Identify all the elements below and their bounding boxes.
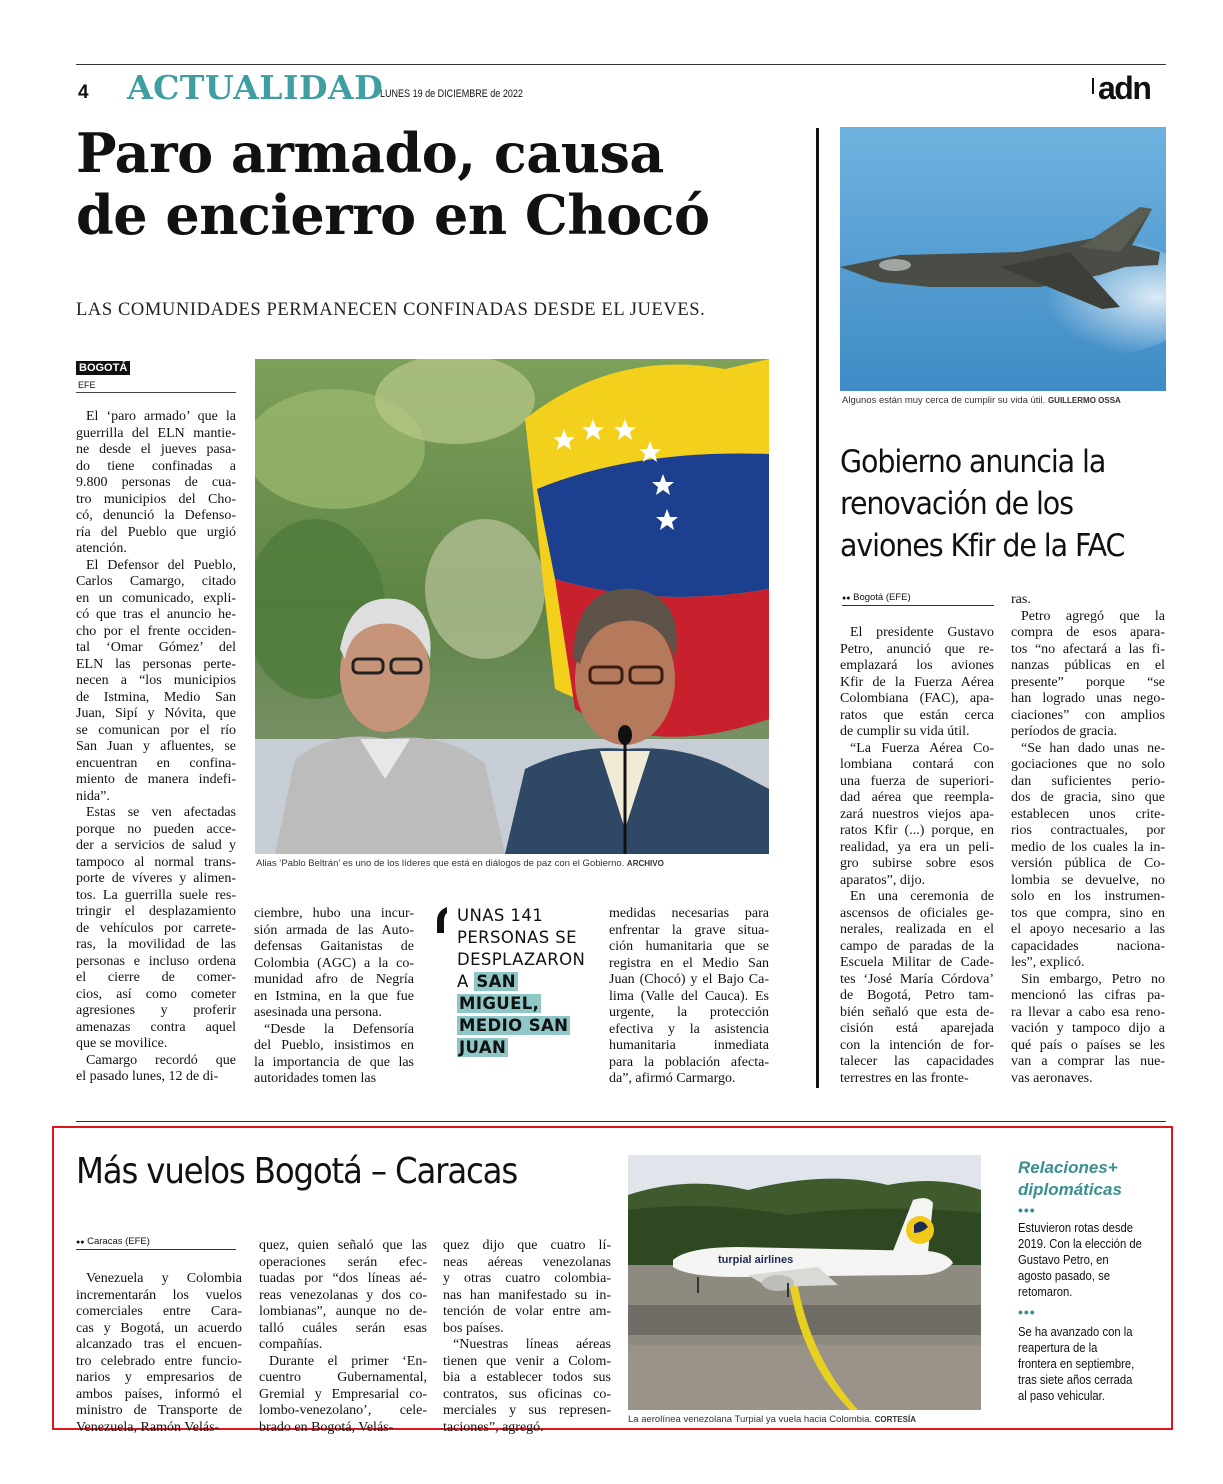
main-photo-caption: Alias ‘Pablo Beltrán’ es uno de los líderes que está en diálogos de paz con el Gobierno. ARCHIVO (256, 858, 664, 869)
text-line: agresiones y proferir (76, 1003, 236, 1018)
jet-photo-caption: Algunos están muy cerca de cumplir su vida útil. GUILLERMO OSSA (842, 395, 1121, 406)
sidebar-line: retomaron. (1018, 1285, 1073, 1299)
text-line: les”, explicó. (1011, 955, 1085, 970)
side-column-1 (840, 625, 994, 1087)
text-line: enfrentar la grave situa- (609, 922, 769, 938)
text-line: tención de volar entre am- (443, 1304, 611, 1319)
text-line: amenazas contra aquel (76, 1019, 236, 1035)
text-line: Venezuela, Ramón Velás- (76, 1419, 220, 1435)
text-line: quez dijo que cuatro lí- (443, 1238, 611, 1253)
text-line: 9.800 personas de cua- (76, 475, 236, 490)
text-line: tro municipios del Cho- (76, 491, 236, 507)
text-line: capacidades naciona- (1011, 938, 1165, 954)
text-line: gociaciones que no solo (1011, 757, 1165, 772)
text-line: lombia se devuelve, no (1011, 872, 1165, 888)
text-line: tuadas por “dos líneas aé- (259, 1271, 427, 1286)
text-line: guerrilla del ELN mantie- (76, 425, 236, 441)
text-line: reas venezolanas y dos co- (259, 1287, 427, 1303)
text-line: vación y tampoco dijo a (1011, 1021, 1165, 1036)
section-title: ACTUALIDAD (127, 68, 384, 107)
text-line: vas aeronaves. (1011, 1070, 1093, 1086)
text-line: ra llevar a cabo esa reno- (1011, 1004, 1165, 1020)
bottom-column-2 (259, 1238, 427, 1436)
sidebar-line: Estuvieron rotas desde (1018, 1221, 1134, 1235)
text-line: una fuerza de superiori- (840, 773, 994, 789)
text-line: taciones”, agregó. (443, 1419, 544, 1435)
text-line: nas han manifestado su in- (443, 1287, 611, 1303)
text-line: narios y empresarios de (76, 1370, 242, 1385)
text-line: que se movilice. (76, 1036, 168, 1051)
text-line: tos “no afectará a las fi- (1011, 641, 1165, 657)
text-line: El Defensor del Pueblo, (86, 557, 236, 573)
text-line: lombo-venezolano’, cele- (259, 1403, 427, 1418)
main-column-3 (609, 906, 769, 1088)
text-line: medidas necesarias para (609, 906, 769, 921)
text-line: Camargo recordó que (86, 1052, 236, 1068)
text-line: merciales y sus represen- (443, 1403, 611, 1418)
main-deck: LAS COMUNIDADES PERMANECEN CONFINADAS DESDE EL JUEVES. (76, 300, 706, 320)
bottom-headline: Más vuelos Bogotá – Caracas (76, 1151, 518, 1192)
text-line: del Pueblo, insistimos en (254, 1038, 414, 1053)
text-line: tes ‘José María Córdova’ (840, 971, 994, 987)
text-line: Colombiana (FAC), apa- (840, 691, 994, 706)
text-line: dos de gracia, sino que (1011, 790, 1165, 805)
text-line: Gremial y Empresarial co- (259, 1386, 427, 1402)
text-line: San Juan y afluentes, se (76, 739, 236, 754)
text-line: El ‘paro armado’ que la (86, 409, 236, 424)
text-line: Estas se ven afectadas (86, 805, 236, 820)
bottom-section-rule (76, 1121, 1166, 1122)
text-line: der a servicios de salud y (76, 838, 236, 853)
sidebar-item-1 (1018, 1220, 1144, 1300)
text-line: aparatos”, dijo. (840, 872, 926, 888)
text-line: períodos de gracia. (1011, 724, 1118, 739)
text-line: ría del Pueblo que urgió (76, 524, 236, 540)
text-line: encuentran en confina- (76, 755, 236, 771)
text-line: ciaciones” con amplios (1011, 707, 1165, 723)
sidebar-line: agosto pasado, se (1018, 1269, 1110, 1283)
text-line: con la intención de for- (840, 1037, 994, 1053)
text-line: realidad, ya era un peli- (840, 839, 994, 855)
sidebar-line: 2019. Con la elección de (1018, 1237, 1142, 1251)
text-line: ción humanitaria que se (609, 939, 769, 954)
source-tag: EFE (78, 380, 96, 390)
text-line: en Istmina, en la que fue (254, 988, 414, 1004)
text-line: da”, afirmó Carmargo. (609, 1071, 736, 1086)
svg-text:turpial airlines: turpial airlines (718, 1254, 794, 1266)
text-line: campo de paradas de la (840, 938, 994, 954)
text-line: qué país o países se les (1011, 1037, 1165, 1053)
main-column-1 (76, 409, 236, 1086)
text-line: rios contractuales, por (1011, 823, 1165, 838)
text-line: medio de los cuales la in- (1011, 839, 1165, 855)
text-line: autoridades tomen las (254, 1071, 377, 1086)
text-line: cho por el frente occiden- (76, 623, 236, 639)
text-line: comerciales entre Cara- (76, 1304, 242, 1319)
text-line: ras. (1011, 592, 1031, 607)
sidebar-line: tras siete años cerrada (1018, 1373, 1133, 1387)
sidebar-item-2 (1018, 1324, 1144, 1404)
text-line: humanitaria inmediata (609, 1038, 769, 1053)
text-line: Sin embargo, Petro no (1021, 971, 1165, 987)
main-column-2 (254, 906, 414, 1088)
quote-mark-icon (437, 907, 447, 933)
text-line: ne desde el jueves pasa- (76, 442, 236, 457)
text-line: de cumplir su vida útil. (840, 724, 970, 739)
text-line: urgente, la protección (609, 1005, 769, 1020)
location-tag: BOGOTÁ (76, 361, 130, 375)
text-line: quez, quien señaló que las (259, 1238, 427, 1253)
text-line: para la población afecta- (609, 1054, 769, 1070)
text-line: Petro agregó que la (1021, 608, 1165, 624)
sidebar-line: Gustavo Petro, en (1018, 1253, 1109, 1267)
text-line: registra en el Medio San (609, 955, 769, 971)
text-line: el apoyo necesario a las (1011, 922, 1165, 937)
page-number: 4 (78, 82, 89, 103)
text-line: incrementarán los vuelos (76, 1287, 242, 1303)
text-line: de Bogotá, Petro tam- (840, 988, 994, 1003)
text-line: ratos Kfir (...) porque, en (840, 823, 994, 838)
sidebar-dots-1: ••• (1018, 1202, 1036, 1218)
text-line: tringir el desplazamiento (76, 904, 236, 919)
text-line: Kfir de la Fuerza Aérea (840, 674, 994, 690)
text-line: bia a establecer todos sus (443, 1370, 611, 1385)
text-line: establecen unos crite- (1011, 806, 1165, 822)
side-headline: Gobierno anuncia la renovación de los aviones Kfir de la FAC (840, 444, 1125, 564)
text-line: có, denunció la Defenso- (76, 508, 236, 523)
text-line: en un comunicado, expli- (76, 590, 236, 606)
text-line: presente” porque “se (1011, 674, 1165, 690)
text-line: terrestres en las fronte- (840, 1070, 969, 1086)
text-line: do tiene confinadas a (76, 458, 236, 474)
bottom-byline-rule (76, 1249, 236, 1250)
text-line: gro subirse sobre esos (840, 856, 994, 871)
tag-rule (76, 392, 236, 393)
text-line: el cierre de comer- (76, 970, 236, 985)
text-line: contratos, sus oficinas co- (443, 1386, 611, 1402)
text-line: Escuela Militar de Cade- (840, 955, 994, 970)
text-line: ras, la movilidad de las (76, 937, 236, 952)
text-line: asesinada una persona. (254, 1005, 382, 1020)
text-line: miento de manera indefi- (76, 772, 236, 787)
text-line: operaciones serán efec- (259, 1254, 427, 1270)
text-line: cas y Bogotá, un acuerdo (76, 1320, 242, 1336)
text-line: tos. La guerrilla suele res- (76, 887, 236, 903)
plane-photo (628, 1155, 981, 1410)
text-line: talló cuáles serán esas (259, 1320, 427, 1336)
text-line: ELN las personas perte- (76, 656, 236, 672)
text-line: tampoco al normal trans- (76, 854, 236, 870)
text-line: cuentro Gubernamental, (259, 1370, 427, 1385)
text-line: de vehículos por carrete- (76, 920, 236, 936)
main-photo (255, 359, 769, 854)
text-line: ministro de Transporte de (76, 1403, 242, 1418)
bottom-column-3 (443, 1238, 611, 1436)
text-line: ambos países, informó el (76, 1386, 242, 1402)
column-divider (816, 128, 819, 1088)
text-line: la importancia de que las (254, 1054, 414, 1070)
text-line: Durante el primer ‘En- (269, 1353, 427, 1369)
text-line: van a comprar las nue- (1011, 1054, 1165, 1069)
sidebar-line: al paso vehicular. (1018, 1389, 1105, 1403)
text-line: personas e incluso ordena (76, 953, 236, 969)
text-line: tienen que venir a Colom- (443, 1353, 611, 1369)
text-line: el pasado lunes, 12 de di- (76, 1069, 219, 1084)
text-line: compra de esos apara- (1011, 625, 1165, 640)
side-byline: ●● Bogotá (EFE) (842, 592, 911, 603)
jet-photo (840, 127, 1166, 391)
text-line: cisión está aparejada (840, 1021, 994, 1036)
text-line: ascensos de oficiales ge- (840, 905, 994, 921)
text-line: porque no pueden acce- (76, 821, 236, 837)
text-line: “La Fuerza Aérea Co- (850, 740, 994, 756)
text-line: porte de víveres y alimen- (76, 871, 236, 886)
text-line: “Desde la Defensoría (264, 1021, 414, 1037)
text-line: sión armada de las Auto- (254, 922, 414, 938)
sidebar-dots-2: ••• (1018, 1304, 1036, 1320)
text-line: nerales, realizada en el (840, 922, 994, 937)
bottom-column-1 (76, 1271, 242, 1436)
text-line: Juan, Sipí y Nóvita, que (76, 706, 236, 721)
side-column-2 (1011, 592, 1165, 1087)
text-line: lima (Valle del Cauca). Es (609, 988, 769, 1004)
text-line: tal ‘Omar Gómez’ del (76, 640, 236, 655)
text-line: En una ceremonia de (850, 889, 994, 904)
text-line: compañías. (259, 1337, 323, 1352)
text-line: de Istmina, Medio San (76, 689, 236, 705)
side-byline-rule (842, 605, 994, 606)
text-line: có que tras el anuncio he- (76, 607, 236, 622)
text-line: defensas Gaitanistas de (254, 939, 414, 954)
sidebar-line: reapertura de la (1018, 1341, 1098, 1355)
text-line: Colombia (AGC) a la co- (254, 955, 414, 971)
text-line: Venezuela y Colombia (86, 1271, 242, 1286)
text-line: El presidente Gustavo (850, 625, 994, 640)
text-line: y otras cuatro colombia- (443, 1271, 611, 1286)
text-line: lombianas”, aunque no de- (259, 1304, 427, 1319)
text-line: “Nuestras líneas aéreas (453, 1337, 611, 1352)
adn-logo: adn (1098, 70, 1150, 107)
text-line: tro celebrado entre funcio- (76, 1353, 242, 1369)
issue-date: LUNES 19 de DICIEMBRE de 2022 (380, 88, 523, 100)
text-line: neas aéreas venezolanas (443, 1254, 611, 1270)
text-line: ratos que están cerca (840, 707, 994, 723)
text-line: atención. (76, 541, 127, 556)
text-line: han logrado unas nego- (1011, 691, 1165, 706)
text-line: solo en los instrumen- (1011, 889, 1165, 904)
text-line: munidad afro de Negría (254, 972, 414, 987)
text-line: “Se han dado unas ne- (1021, 740, 1165, 756)
text-line: Juan (Chocó) y el Bajo Ca- (609, 972, 769, 987)
text-line: versión pública de Co- (1011, 856, 1165, 871)
text-line: mencionó las cifras pa- (1011, 988, 1165, 1003)
text-line: cios, así como cometer (76, 986, 236, 1002)
sidebar-line: frontera en septiembre, (1018, 1357, 1135, 1371)
text-line: talecer las capacidades (840, 1054, 994, 1069)
text-line: zará nuestros viejos apa- (840, 806, 994, 822)
sidebar-line: Se ha avanzado con la (1018, 1325, 1133, 1339)
text-line: necen a “los municipios (76, 673, 236, 688)
text-line: nida”. (76, 788, 110, 804)
text-line: nanzas públicas en el (1011, 658, 1165, 673)
text-line: tos que compra, sino en (1011, 905, 1165, 921)
text-line: lombiana contará con (840, 757, 994, 772)
bottom-byline: ●● Caracas (EFE) (76, 1236, 150, 1247)
text-line: bos países. (443, 1320, 504, 1336)
text-line: alcanzado tras el encuen- (76, 1337, 242, 1352)
text-line: emplazará los aviones (840, 658, 994, 673)
sidebar-title: Relaciones+ diplomáticas (1018, 1158, 1122, 1199)
text-line: ciembre, hubo una incur- (254, 906, 414, 921)
text-line: se comunican por el río (76, 722, 236, 738)
top-rule (76, 64, 1166, 65)
text-line: Carlos Camargo, citado (76, 574, 236, 589)
plane-photo-caption: La aerolínea venezolana Turpial ya vuela hacia Colombia. CORTESÍA (628, 1414, 916, 1425)
text-line: efectiva y la asistencia (609, 1021, 769, 1037)
text-line: dan suficientes perio- (1011, 773, 1165, 789)
text-line: Petro, anunció que re- (840, 641, 994, 657)
main-headline: Paro armado, causa de encierro en Chocó (76, 121, 710, 247)
text-line: dad aérea que reempla- (840, 790, 994, 805)
text-line: brado en Bogotá, Velás- (259, 1419, 394, 1435)
text-line: bién señaló que esta de- (840, 1004, 994, 1020)
